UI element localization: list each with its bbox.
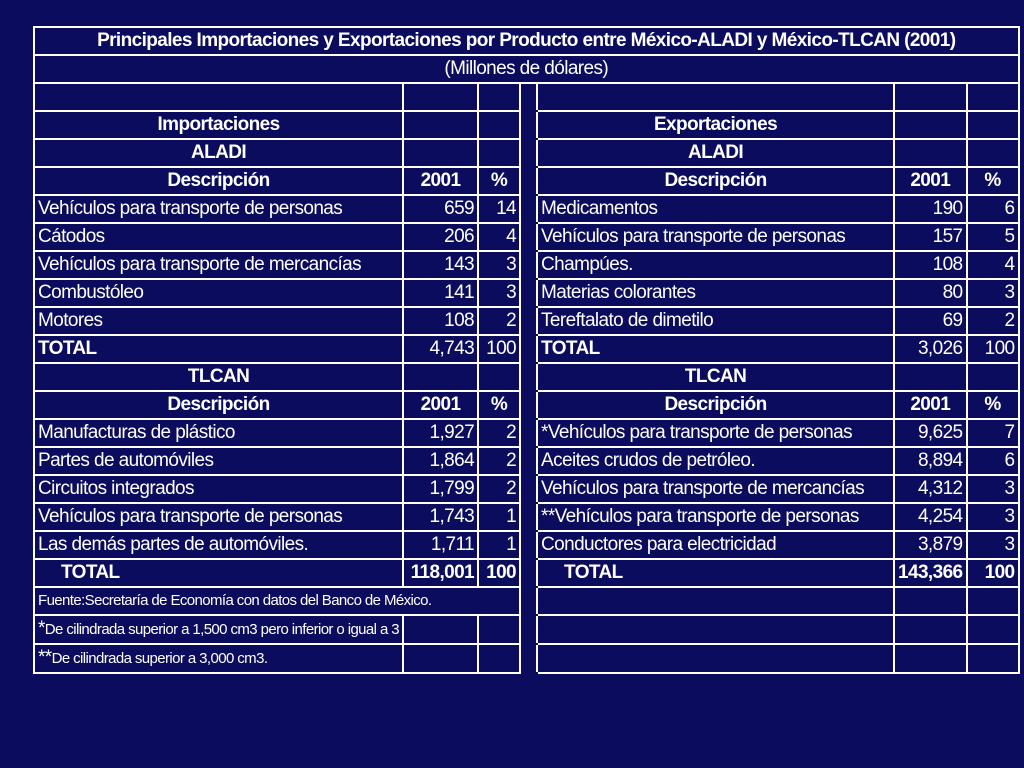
export-percent: 6 bbox=[967, 195, 1019, 223]
empty-cell bbox=[537, 587, 894, 615]
export-description: Conductores para electricidad bbox=[537, 531, 894, 559]
gap-cell bbox=[520, 531, 537, 559]
empty-cell bbox=[403, 111, 478, 139]
aladi-label-row bbox=[34, 139, 1019, 167]
import-value: 1,711 bbox=[403, 531, 478, 559]
table-row bbox=[34, 307, 1019, 335]
export-percent: 4 bbox=[967, 251, 1019, 279]
gap-cell bbox=[520, 419, 537, 447]
export-total-value: 143,366 bbox=[894, 559, 966, 587]
gap-cell bbox=[520, 559, 537, 587]
tlcan-imports-label: TLCAN bbox=[34, 363, 403, 391]
empty-cell bbox=[894, 587, 966, 615]
empty-cell bbox=[403, 83, 478, 111]
col-header-year: 2001 bbox=[894, 167, 966, 195]
empty-cell bbox=[967, 83, 1019, 111]
import-percent: 3 bbox=[478, 279, 520, 307]
footnote-2-text: De cilindrada superior a 3,000 cm3. bbox=[51, 650, 268, 667]
empty-cell bbox=[478, 83, 520, 111]
import-percent: 2 bbox=[478, 447, 520, 475]
import-percent: 1 bbox=[478, 531, 520, 559]
empty-cell bbox=[537, 615, 894, 644]
import-percent: 4 bbox=[478, 223, 520, 251]
export-percent: 5 bbox=[967, 223, 1019, 251]
aladi-column-header-row bbox=[34, 167, 1019, 195]
import-value: 1,743 bbox=[403, 503, 478, 531]
gap-cell bbox=[520, 335, 537, 363]
table-row bbox=[34, 447, 1019, 475]
export-value: 80 bbox=[894, 279, 966, 307]
empty-cell bbox=[967, 139, 1019, 167]
section-headings-row bbox=[34, 111, 1019, 139]
export-percent: 3 bbox=[967, 531, 1019, 559]
table-row bbox=[34, 279, 1019, 307]
col-header-year: 2001 bbox=[403, 167, 478, 195]
export-value: 190 bbox=[894, 195, 966, 223]
export-description: Medicamentos bbox=[537, 195, 894, 223]
table-row bbox=[34, 503, 1019, 531]
export-value: 4,254 bbox=[894, 503, 966, 531]
export-total-value: 3,026 bbox=[894, 335, 966, 363]
title-row bbox=[34, 27, 1019, 55]
export-description: Aceites crudos de petróleo. bbox=[537, 447, 894, 475]
export-value: 69 bbox=[894, 307, 966, 335]
table-row bbox=[34, 251, 1019, 279]
export-description: *Vehículos para transporte de personas bbox=[537, 419, 894, 447]
gap-cell bbox=[520, 363, 537, 391]
col-header-description: Descripción bbox=[537, 167, 894, 195]
import-percent: 2 bbox=[478, 475, 520, 503]
empty-cell bbox=[34, 83, 403, 111]
gap-cell bbox=[520, 167, 537, 195]
subtitle-row bbox=[34, 55, 1019, 83]
source-row bbox=[34, 587, 1019, 615]
export-value: 157 bbox=[894, 223, 966, 251]
export-value: 108 bbox=[894, 251, 966, 279]
tlcan-label-row bbox=[34, 363, 1019, 391]
import-description: Vehículos para transporte de personas bbox=[34, 195, 403, 223]
tlcan-exports-label: TLCAN bbox=[537, 363, 894, 391]
tlcan-total-row bbox=[34, 559, 1019, 587]
import-total-value: 118,001 bbox=[403, 559, 478, 587]
import-total-label: TOTAL bbox=[34, 335, 403, 363]
gap-cell bbox=[520, 587, 537, 615]
col-header-description: Descripción bbox=[34, 167, 403, 195]
import-percent: 1 bbox=[478, 503, 520, 531]
import-description: Vehículos para transporte de mercancías bbox=[34, 251, 403, 279]
gap-cell bbox=[520, 251, 537, 279]
import-value: 141 bbox=[403, 279, 478, 307]
import-description: Circuitos integrados bbox=[34, 475, 403, 503]
import-value: 1,927 bbox=[403, 419, 478, 447]
import-total-percent: 100 bbox=[478, 559, 520, 587]
empty-cell bbox=[967, 363, 1019, 391]
import-total-percent: 100 bbox=[478, 335, 520, 363]
empty-cell bbox=[537, 83, 894, 111]
aladi-section bbox=[34, 139, 1019, 363]
import-description: Manufacturas de plástico bbox=[34, 419, 403, 447]
footnote-row-2 bbox=[34, 644, 1019, 673]
col-header-percent: % bbox=[967, 391, 1019, 419]
export-percent: 2 bbox=[967, 307, 1019, 335]
table-row bbox=[34, 223, 1019, 251]
gap-cell bbox=[520, 139, 537, 167]
export-value: 8,894 bbox=[894, 447, 966, 475]
import-total-value: 4,743 bbox=[403, 335, 478, 363]
import-description: Vehículos para transporte de personas bbox=[34, 503, 403, 531]
export-percent: 3 bbox=[967, 279, 1019, 307]
gap-cell bbox=[520, 111, 537, 139]
empty-cell bbox=[894, 363, 966, 391]
export-total-percent: 100 bbox=[967, 559, 1019, 587]
col-header-year: 2001 bbox=[403, 391, 478, 419]
empty-cell bbox=[403, 139, 478, 167]
gap-cell bbox=[520, 83, 537, 111]
export-value: 9,625 bbox=[894, 419, 966, 447]
empty-cell bbox=[894, 615, 966, 644]
footnote-row-1 bbox=[34, 615, 1019, 644]
import-percent: 3 bbox=[478, 251, 520, 279]
aladi-exports-label: ALADI bbox=[537, 139, 894, 167]
import-value: 659 bbox=[403, 195, 478, 223]
import-value: 1,799 bbox=[403, 475, 478, 503]
empty-cell bbox=[478, 363, 520, 391]
export-percent: 6 bbox=[967, 447, 1019, 475]
empty-cell bbox=[967, 587, 1019, 615]
empty-cell bbox=[894, 139, 966, 167]
import-value: 143 bbox=[403, 251, 478, 279]
footnote-1-text: De cilindrada superior a 1,500 cm3 pero inferior o igual a 3 bbox=[44, 621, 400, 638]
gap-cell bbox=[520, 503, 537, 531]
footnote-1 bbox=[34, 615, 403, 644]
table-row bbox=[34, 475, 1019, 503]
import-description: Las demás partes de automóviles. bbox=[34, 531, 403, 559]
import-value: 206 bbox=[403, 223, 478, 251]
gap-cell bbox=[520, 644, 537, 673]
gap-cell bbox=[520, 447, 537, 475]
empty-cell bbox=[478, 644, 520, 673]
empty-cell bbox=[967, 111, 1019, 139]
import-value: 108 bbox=[403, 307, 478, 335]
export-description: Tereftalato de dimetilo bbox=[537, 307, 894, 335]
export-description: Vehículos para transporte de personas bbox=[537, 223, 894, 251]
empty-cell bbox=[967, 615, 1019, 644]
col-header-percent: % bbox=[967, 167, 1019, 195]
export-description: Vehículos para transporte de mercancías bbox=[537, 475, 894, 503]
trade-table bbox=[33, 26, 1020, 674]
blank-row bbox=[34, 83, 1019, 111]
aladi-total-row bbox=[34, 335, 1019, 363]
aladi-imports-label: ALADI bbox=[34, 139, 403, 167]
export-description: Materias colorantes bbox=[537, 279, 894, 307]
col-header-description: Descripción bbox=[537, 391, 894, 419]
footnote-2 bbox=[34, 644, 403, 673]
col-header-percent: % bbox=[478, 167, 520, 195]
gap-cell bbox=[520, 279, 537, 307]
export-total-label: TOTAL bbox=[537, 559, 894, 587]
import-total-label: TOTAL bbox=[34, 559, 403, 587]
gap-cell bbox=[520, 475, 537, 503]
table-subtitle: (Millones de dólares) bbox=[34, 55, 1019, 83]
tlcan-section bbox=[34, 363, 1019, 587]
gap-cell bbox=[520, 307, 537, 335]
empty-cell bbox=[478, 111, 520, 139]
import-percent: 2 bbox=[478, 419, 520, 447]
import-value: 1,864 bbox=[403, 447, 478, 475]
exports-heading: Exportaciones bbox=[537, 111, 894, 139]
export-total-label: TOTAL bbox=[537, 335, 894, 363]
imports-heading: Importaciones bbox=[34, 111, 403, 139]
export-value: 3,879 bbox=[894, 531, 966, 559]
empty-cell bbox=[403, 363, 478, 391]
empty-cell bbox=[967, 644, 1019, 673]
export-percent: 3 bbox=[967, 475, 1019, 503]
tlcan-column-header-row bbox=[34, 391, 1019, 419]
col-header-description: Descripción bbox=[34, 391, 403, 419]
col-header-percent: % bbox=[478, 391, 520, 419]
import-description: Cátodos bbox=[34, 223, 403, 251]
export-percent: 3 bbox=[967, 503, 1019, 531]
empty-cell bbox=[894, 111, 966, 139]
export-description: Champúes. bbox=[537, 251, 894, 279]
table-row bbox=[34, 419, 1019, 447]
import-description: Motores bbox=[34, 307, 403, 335]
gap-cell bbox=[520, 195, 537, 223]
empty-cell bbox=[403, 644, 478, 673]
footnote-1-mark: * bbox=[38, 618, 45, 639]
empty-cell bbox=[894, 644, 966, 673]
export-total-percent: 100 bbox=[967, 335, 1019, 363]
source-note: Fuente:Secretaría de Economía con datos del Banco de México. bbox=[34, 587, 520, 615]
gap-cell bbox=[520, 391, 537, 419]
table-row bbox=[34, 195, 1019, 223]
export-percent: 7 bbox=[967, 419, 1019, 447]
gap-cell bbox=[520, 223, 537, 251]
empty-cell bbox=[403, 615, 478, 644]
empty-cell bbox=[478, 615, 520, 644]
empty-cell bbox=[894, 83, 966, 111]
import-percent: 14 bbox=[478, 195, 520, 223]
gap-cell bbox=[520, 615, 537, 644]
import-description: Partes de automóviles bbox=[34, 447, 403, 475]
empty-cell bbox=[537, 644, 894, 673]
table-title: Principales Importaciones y Exportaciones por Producto entre México-ALADI y México-TLCAN (2001) bbox=[34, 27, 1019, 55]
table-row bbox=[34, 531, 1019, 559]
export-value: 4,312 bbox=[894, 475, 966, 503]
import-description: Combustóleo bbox=[34, 279, 403, 307]
export-description: **Vehículos para transporte de personas bbox=[537, 503, 894, 531]
footnote-2-mark: ** bbox=[38, 647, 52, 668]
col-header-year: 2001 bbox=[894, 391, 966, 419]
import-percent: 2 bbox=[478, 307, 520, 335]
empty-cell bbox=[478, 139, 520, 167]
